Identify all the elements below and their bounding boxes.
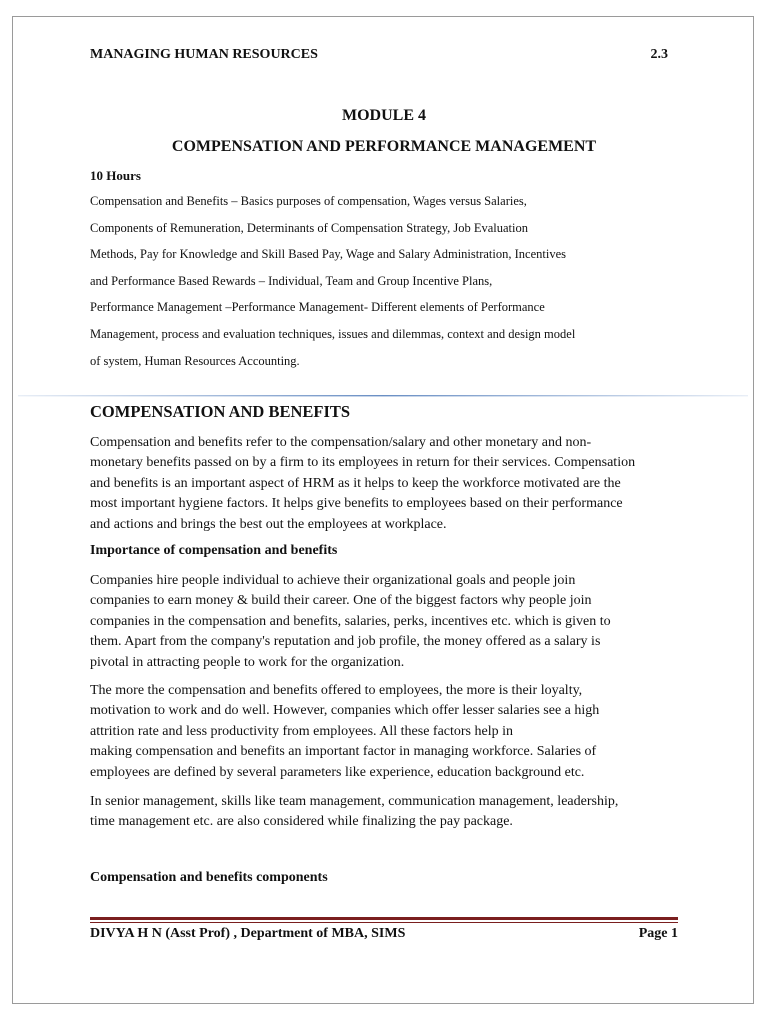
syllabus-line: Methods, Pay for Knowledge and Skill Based Pay, Wage and Salary Administration, Incentives xyxy=(90,247,566,262)
syllabus-line: and Performance Based Rewards – Individual, Team and Group Incentive Plans, xyxy=(90,273,493,288)
text-line: time management etc. are also considered while finalizing the pay package. xyxy=(90,814,513,830)
text-line: them. Apart from the company's reputation and job profile, the money offered as a salary is xyxy=(90,634,601,650)
syllabus-text xyxy=(90,188,690,374)
header-title: MANAGING HUMAN RESOURCES xyxy=(90,47,318,62)
text-line: Compensation and benefits refer to the compensation/salary and other monetary and non- xyxy=(90,435,592,450)
subheading-components: Compensation and benefits components xyxy=(90,870,328,885)
section-title: COMPENSATION AND BENEFITS xyxy=(90,402,351,421)
header-page-number: 2.3 xyxy=(650,47,668,62)
paragraph-definition xyxy=(90,433,690,535)
text-line: making compensation and benefits an important factor in managing workforce. Salaries of xyxy=(90,744,597,760)
paragraph-importance xyxy=(90,571,690,673)
text-line: monetary benefits passed on by a firm to its employees in return for their services. Compensation xyxy=(90,455,636,471)
module-number: MODULE 4 xyxy=(342,107,426,124)
footer-author: DIVYA H N (Asst Prof) , Department of MBA, SIMS xyxy=(90,926,406,941)
text-line: attrition rate and less productivity from employees. All these factors help in xyxy=(90,723,514,739)
footer-rule-thin xyxy=(90,922,678,923)
subheading-importance: Importance of compensation and benefits xyxy=(90,543,338,558)
text-line: and actions and brings the best out the employees at workplace. xyxy=(90,516,447,532)
syllabus-line: Compensation and Benefits – Basics purposes of compensation, Wages versus Salaries, xyxy=(90,194,527,208)
text-line: companies in the compensation and benefits, salaries, perks, incentives etc. which is given to xyxy=(90,613,611,629)
footer-rule xyxy=(90,917,678,923)
text-line: and benefits is an important aspect of HRM as it helps to keep the workforce motivated are the xyxy=(90,475,621,491)
text-line: companies to earn money & build their career. One of the biggest factors why people join xyxy=(90,593,592,609)
syllabus-line: Management, process and evaluation techniques, issues and dilemmas, context and design model xyxy=(90,326,576,341)
syllabus-line: Performance Management –Performance Management- Different elements of Performance xyxy=(90,300,545,315)
text-line: The more the compensation and benefits offered to employees, the more is their loyalty, xyxy=(90,683,583,698)
text-line: pivotal in attracting people to work for the organization. xyxy=(90,654,405,670)
section-divider xyxy=(18,395,748,397)
paragraph-loyalty xyxy=(90,681,690,783)
text-line: motivation to work and do well. However, companies which offer lesser salaries see a high xyxy=(90,703,600,719)
module-title: COMPENSATION AND PERFORMANCE MANAGEMENT xyxy=(171,138,597,155)
syllabus-line: Components of Remuneration, Determinants of Compensation Strategy, Job Evaluation xyxy=(90,220,529,235)
paragraph-senior-management xyxy=(90,792,690,833)
text-line: most important hygiene factors. It helps give benefits to employees based on their performance xyxy=(90,496,623,512)
text-line: employees are defined by several parameters like experience, education background etc. xyxy=(90,764,585,780)
text-line: In senior management, skills like team management, communication management, leadership, xyxy=(90,794,619,809)
footer-page: Page 1 xyxy=(638,926,678,941)
footer-rule-thick xyxy=(90,917,678,920)
text-line: Companies hire people individual to achieve their organizational goals and people join xyxy=(90,573,576,588)
syllabus-line: of system, Human Resources Accounting. xyxy=(90,353,300,368)
module-hours: 10 Hours xyxy=(90,168,141,183)
